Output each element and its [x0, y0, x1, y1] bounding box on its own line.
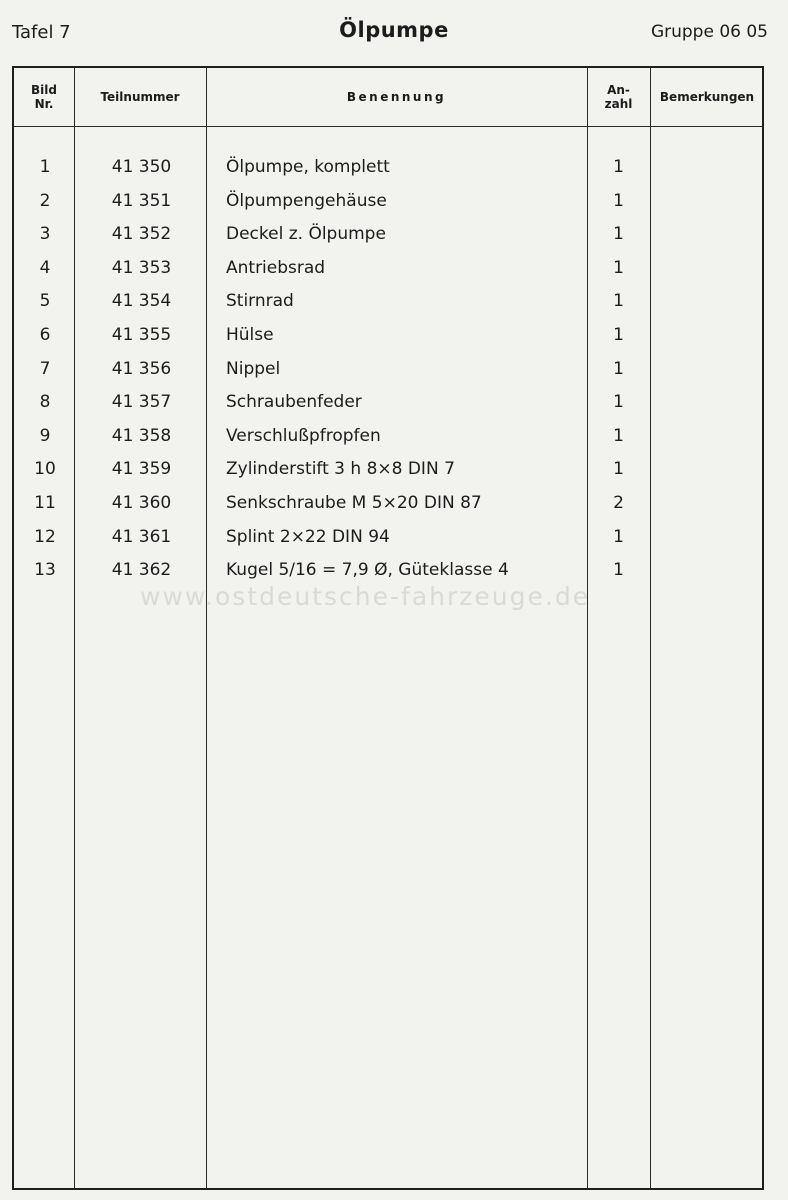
- cell-anzahl: 1: [613, 257, 624, 278]
- cell-anzahl: 1: [613, 224, 624, 245]
- col-header-anzahl: [587, 68, 650, 126]
- table-row: [14, 151, 762, 185]
- col-header-bemerkungen-label: Bemerkungen: [659, 90, 755, 104]
- table-row: [14, 521, 762, 555]
- cell-teilnummer: 41 358: [111, 425, 172, 446]
- cell-bild: 12: [34, 526, 56, 547]
- cell-benennung: Splint 2×22 DIN 94: [226, 526, 390, 547]
- table-row: [14, 185, 762, 219]
- cell-teilnummer: 41 360: [111, 492, 172, 513]
- cell-teilnummer: 41 355: [111, 324, 172, 345]
- table-body: [14, 151, 762, 588]
- cell-benennung: Stirnrad: [226, 291, 294, 312]
- col-header-teilnummer: [74, 68, 206, 126]
- cell-anzahl: 1: [613, 291, 624, 312]
- cell-teilnummer: 41 357: [111, 392, 172, 413]
- col-header-bild-line1: Bild: [31, 83, 57, 97]
- cell-bild: 7: [39, 358, 51, 379]
- cell-teilnummer: 41 354: [111, 291, 172, 312]
- table-row: [14, 319, 762, 353]
- cell-bild: 1: [39, 157, 51, 177]
- col-header-bemerkungen: [650, 68, 764, 126]
- cell-bild: 13: [34, 560, 56, 581]
- table-row: [14, 353, 762, 387]
- cell-teilnummer: 41 359: [111, 459, 172, 480]
- cell-bild: 5: [39, 291, 51, 312]
- table-row: [14, 252, 762, 286]
- cell-anzahl: 1: [613, 358, 624, 379]
- cell-anzahl: 1: [613, 425, 624, 446]
- cell-anzahl: 2: [613, 492, 624, 513]
- cell-bild: 10: [34, 459, 56, 480]
- cell-teilnummer: 41 361: [111, 526, 172, 547]
- table-row: [14, 285, 762, 319]
- cell-anzahl: 1: [613, 190, 624, 211]
- col-header-anzahl-line2: zahl: [604, 97, 633, 111]
- cell-anzahl: 1: [613, 459, 624, 480]
- cell-anzahl: 1: [613, 392, 624, 413]
- page-header: [0, 0, 788, 64]
- table-row: [14, 453, 762, 487]
- cell-teilnummer: 41 351: [111, 190, 172, 211]
- cell-benennung: Schraubenfeder: [226, 392, 362, 413]
- cell-teilnummer: 41 362: [111, 560, 172, 581]
- cell-bild: 6: [39, 324, 51, 345]
- header-divider: [14, 126, 762, 127]
- table-row: [14, 386, 762, 420]
- cell-benennung: Kugel 5/16 = 7,9 Ø, Güteklasse 4: [226, 560, 509, 581]
- cell-benennung: Hülse: [226, 324, 274, 345]
- cell-benennung: Senkschraube M 5×20 DIN 87: [226, 492, 482, 513]
- cell-teilnummer: 41 356: [111, 358, 172, 379]
- table-row: [14, 487, 762, 521]
- cell-teilnummer: 41 352: [111, 224, 172, 245]
- cell-benennung: Verschlußpfropfen: [226, 425, 381, 446]
- cell-anzahl: 1: [613, 560, 624, 581]
- cell-bild: 3: [39, 224, 51, 245]
- cell-benennung: Antriebsrad: [226, 257, 326, 278]
- parts-table: [12, 66, 764, 1190]
- cell-benennung: Deckel z. Ölpumpe: [226, 224, 386, 245]
- cell-benennung: Ölpumpengehäuse: [226, 190, 387, 211]
- cell-benennung: Nippel: [226, 358, 281, 379]
- cell-benennung: Ölpumpe, komplett: [226, 157, 390, 177]
- cell-anzahl: 1: [613, 157, 624, 177]
- col-header-teilnummer-label: Teilnummer: [100, 90, 180, 104]
- col-header-anzahl-line1: An-: [607, 83, 630, 97]
- col-header-benennung: [206, 68, 587, 126]
- cell-benennung: Zylinderstift 3 h 8×8 DIN 7: [226, 459, 455, 480]
- col-header-benennung-label: Benennung: [346, 90, 447, 104]
- cell-bild: 11: [34, 492, 56, 513]
- cell-bild: 4: [39, 257, 51, 278]
- cell-teilnummer: 41 353: [111, 257, 172, 278]
- cell-anzahl: 1: [613, 324, 624, 345]
- col-header-bild: [14, 68, 74, 126]
- cell-teilnummer: 41 350: [111, 157, 172, 177]
- group-number: Gruppe 06 05: [650, 22, 768, 42]
- table-row: [14, 420, 762, 454]
- watermark-text: www.ostdeutsche-fahrzeuge.de: [140, 582, 591, 611]
- page-title: Ölpumpe: [339, 18, 449, 42]
- col-header-bild-line2: Nr.: [34, 97, 54, 111]
- cell-bild: 9: [39, 425, 51, 446]
- cell-bild: 8: [39, 392, 51, 413]
- table-row: [14, 218, 762, 252]
- plate-number: Tafel 7: [12, 22, 71, 43]
- cell-anzahl: 1: [613, 526, 624, 547]
- cell-bild: 2: [39, 190, 51, 211]
